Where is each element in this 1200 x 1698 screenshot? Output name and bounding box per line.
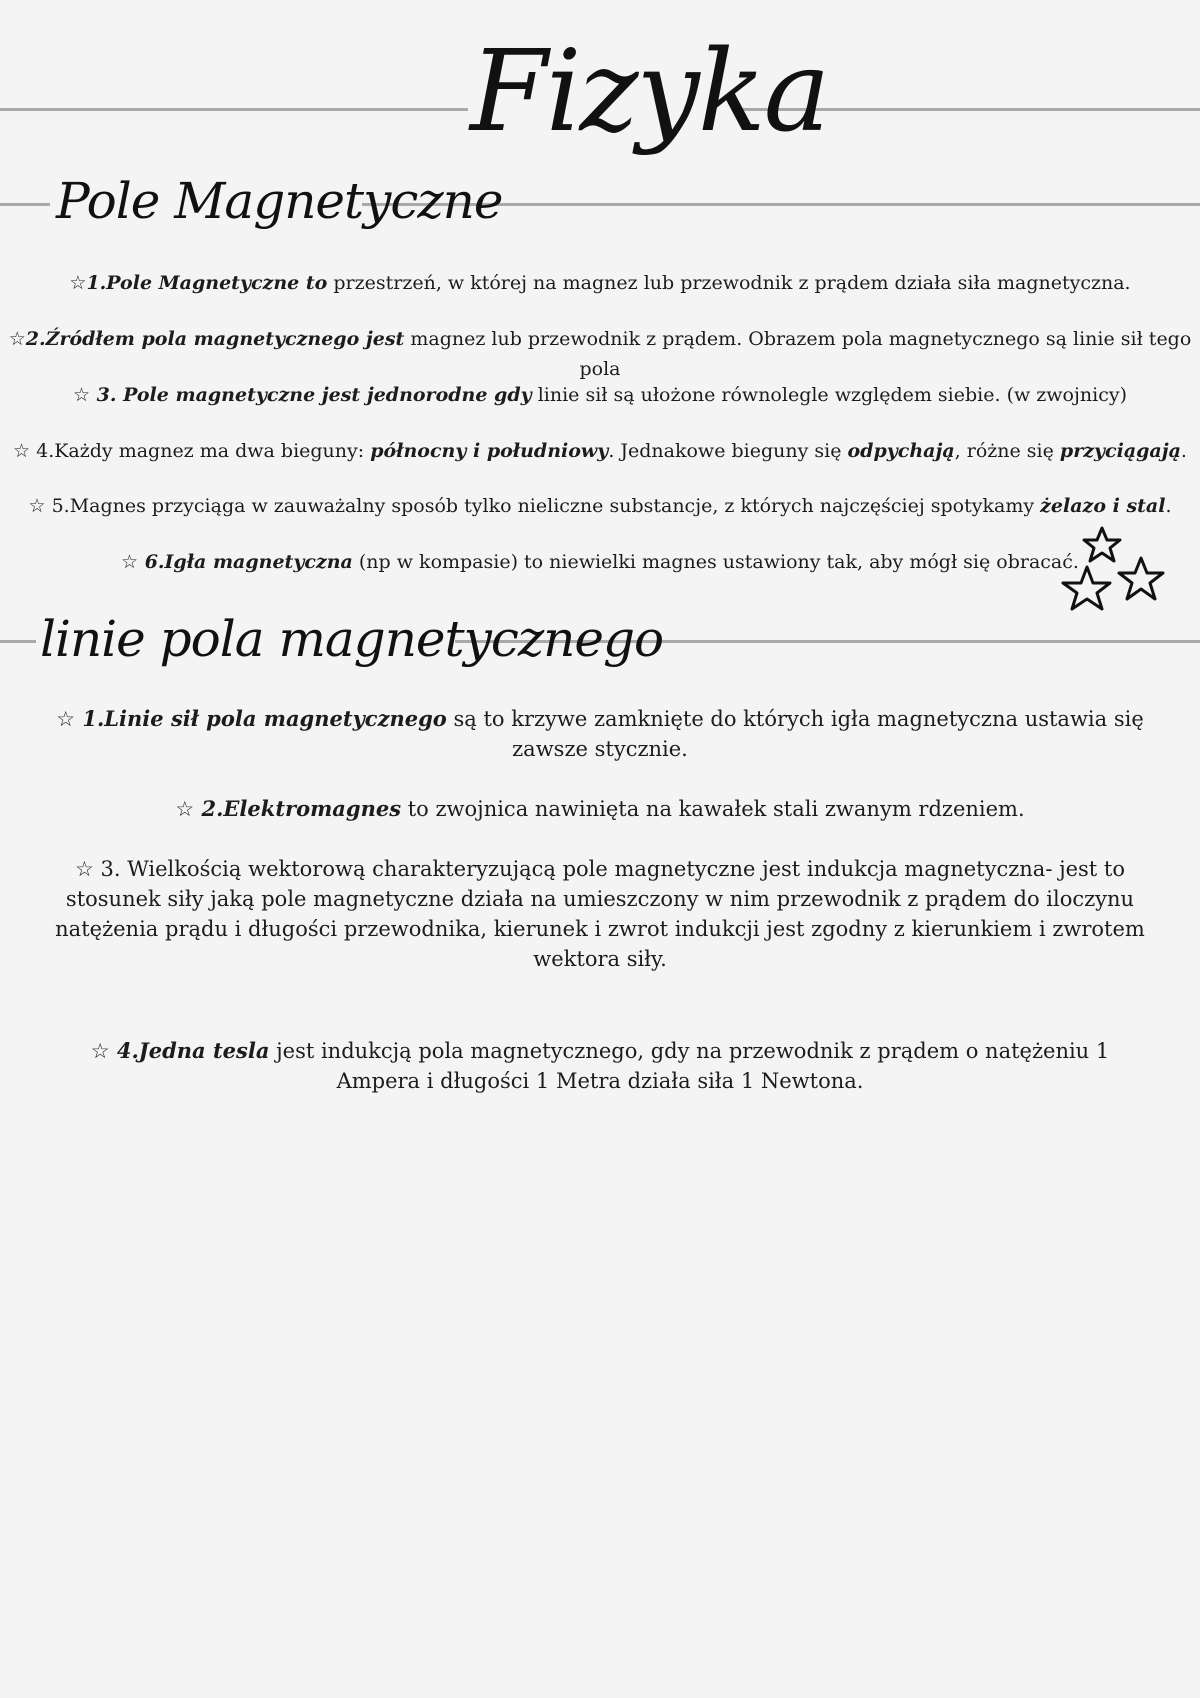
- list-item: ☆ 3. Wielkością wektorową charakteryzującą pole magnetyczne jest indukcja magnetyczna- jest to stosunek siły jaką pole magnetyczne działa na umieszczony w nim przewodnik z prądem do iloczynu natężenia prądu i długości przewodnika, kierunek i zwrot indukcji jest zgodny z kierunkiem i zwrotem wektora siły.: [55, 857, 1145, 971]
- list-item: ☆1.Pole Magnetyczne to przestrzeń, w której na magnez lub przewodnik z prądem działa siła magnetyczna.: [69, 272, 1131, 294]
- star-icon: ☆: [175, 797, 195, 821]
- section-heading-pole-magnetyczne: Pole Magnetyczne: [56, 172, 503, 230]
- section1-rule-left: [0, 203, 50, 206]
- list-item: ☆ 6.Igła magnetyczna (np w kompasie) to niewielki magnes ustawiony tak, aby mógł się obracać.: [121, 551, 1079, 573]
- star-icon: ☆: [56, 707, 76, 731]
- section2-rule-left: [0, 640, 36, 643]
- star-icon: ☆: [90, 1039, 110, 1063]
- star-icon: ☆: [28, 495, 46, 517]
- star-icon: ☆: [73, 384, 91, 406]
- star-icon: ☆: [121, 551, 139, 573]
- list-item: ☆ 4.Każdy magnez ma dwa bieguny: północny i południowy. Jednakowe bieguny się odpychają, różne się przyciągają.: [13, 440, 1187, 462]
- list-item: ☆ 3. Pole magnetyczne jest jednorodne gdy linie sił są ułożone równolegle względem siebie. (w zwojnicy): [73, 384, 1127, 406]
- star-icon: ☆: [69, 272, 87, 294]
- list-item: ☆ 2.Elektromagnes to zwojnica nawinięta na kawałek stali zwanym rdzeniem.: [175, 796, 1025, 821]
- list-item: ☆ 4.Jedna tesla jest indukcją pola magnetycznego, gdy na przewodnik z prądem o natężeniu 1 Ampera i długości 1 Metra działa siła 1 Newtona.: [90, 1038, 1110, 1093]
- section-heading-linie-pola: linie pola magnetycznego: [40, 610, 664, 668]
- list-item: ☆ 5.Magnes przyciąga w zauważalny sposób tylko nieliczne substancje, z których najczęściej spotykamy żelazo i stal.: [28, 495, 1172, 517]
- star-icon: ☆: [8, 328, 26, 350]
- page-title: Fizyka: [470, 27, 829, 157]
- star-icon: ☆: [74, 857, 94, 881]
- star-icon: ☆: [13, 440, 31, 462]
- list-item: ☆2.Źródłem pola magnetycznego jest magnez lub przewodnik z prądem. Obrazem pola magnetycznego są linie sił tego pola: [8, 328, 1192, 380]
- stars-doodle-icon: [1055, 525, 1175, 625]
- list-item: ☆ 1.Linie sił pola magnetycznego są to krzywe zamknięte do których igła magnetyczna ustawia się zawsze stycznie.: [56, 706, 1144, 761]
- title-rule-left: [0, 108, 468, 111]
